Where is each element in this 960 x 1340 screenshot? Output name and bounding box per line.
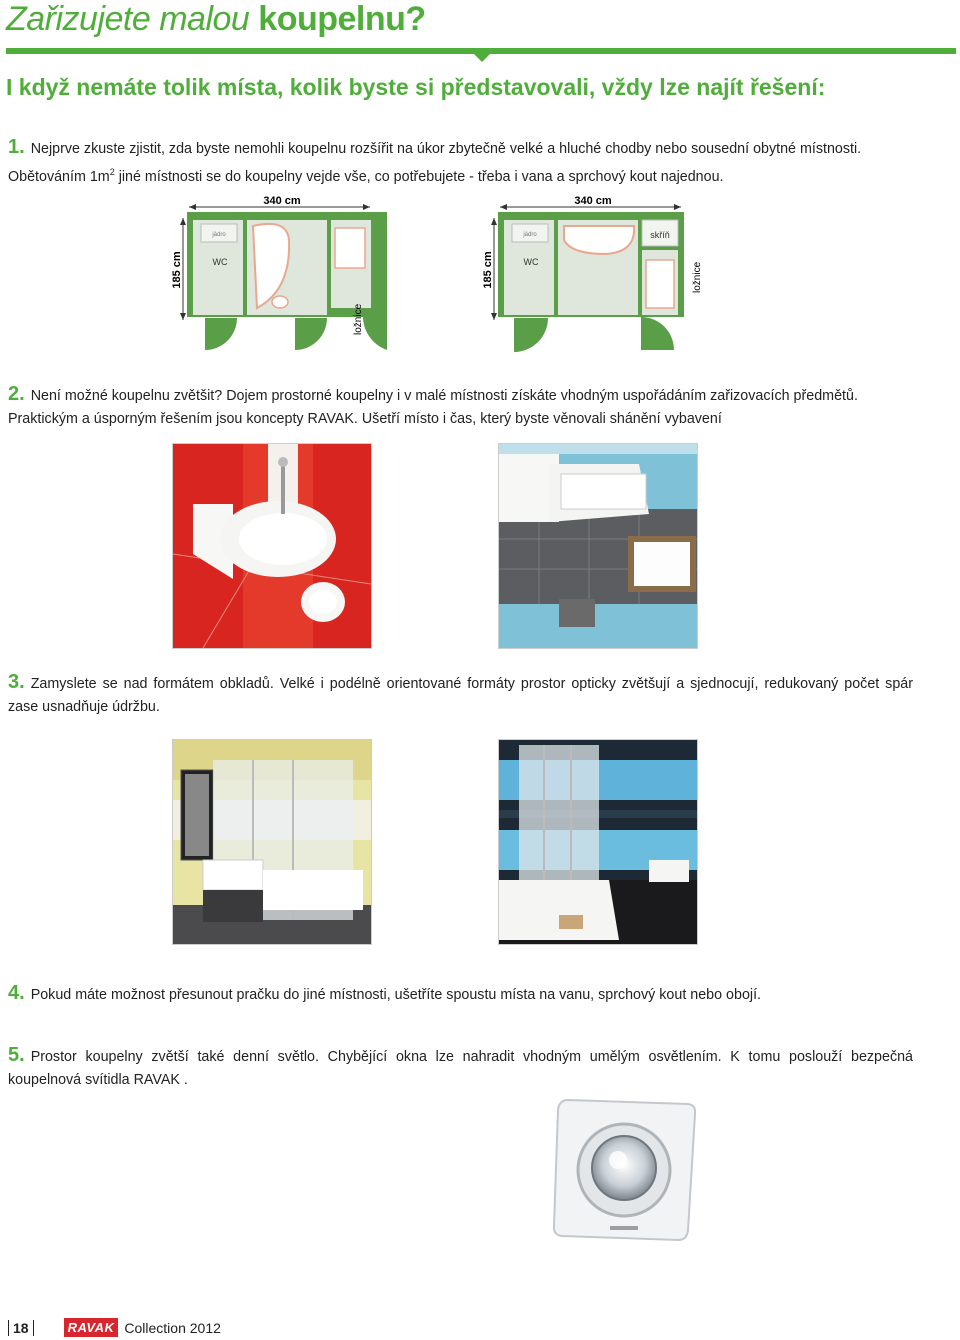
plan-width-label: 340 cm	[263, 195, 301, 207]
plan-height-label: 185 cm	[482, 251, 494, 289]
door-right	[641, 317, 674, 350]
plan-height-label: 185 cm	[171, 251, 183, 289]
wc-label: WC	[523, 257, 539, 267]
plan-width-label: 340 cm	[574, 195, 612, 207]
item-number: 1.	[8, 136, 25, 158]
sink-label: jádro	[523, 232, 537, 238]
item-3	[8, 671, 913, 719]
item-number: 2.	[8, 383, 25, 405]
dim-arrow-bottom	[491, 313, 497, 320]
page-title	[6, 0, 426, 39]
item-text: Nejprve zkuste zjistit, zda byste nemohli koupelnu rozšířit na úkor zbytečně velké a hluché chodby nebo sousední obytné místnosti. Obětováním 1m	[8, 141, 862, 185]
item-number: 5.	[8, 1044, 25, 1066]
item-5	[8, 1044, 913, 1092]
item-text: Pokud máte možnost přesunout pračku do jiné místnosti, ušetříte spoustu místa na vanu, sprchový kout nebo obojí.	[30, 987, 762, 1003]
dim-arrow-left	[189, 204, 196, 210]
lamp-lens	[592, 1136, 656, 1200]
page-footer	[8, 1318, 221, 1337]
shower-tray	[646, 260, 674, 308]
item-number: 3.	[8, 671, 25, 693]
item-text: Velké i podélně orientované formáty prostor opticky zvětšují a sjednocují, redukovaný počet spár zase usnadňuje údržbu.	[8, 676, 913, 715]
photo-blue-bathroom	[498, 443, 698, 649]
wc-label: WC	[212, 257, 228, 267]
ravak-logo: RAVAK	[64, 1318, 119, 1337]
item-text: Prostor koupelny zvětší také denní světlo. Chybějící okna lze nahradit vhodným umělým osvětlením. K tomu poslouží bezpečná koupelnová svítidla RAVAK .	[8, 1049, 913, 1088]
subtitle: I když nemáte tolik místa, kolik byste si představovali, vždy lze najít řešení:	[6, 74, 826, 100]
dim-arrow-left	[500, 204, 507, 210]
superscript: 2	[109, 167, 115, 177]
dim-arrow-bottom	[180, 313, 186, 320]
dim-arrow-right	[674, 204, 681, 210]
floor-plan-2	[476, 190, 706, 370]
title-part1: Zařizujete malou	[6, 0, 259, 38]
photo-striped-bathroom	[498, 739, 698, 945]
floor-plan-1	[165, 190, 395, 370]
side-room-label: ložnice	[692, 261, 703, 293]
item-text-cont: jiné místnosti se do koupelny vejde vše, co potřebujete - třeba i vana a sprchový kout najednou.	[114, 168, 724, 185]
item-lead: Není možné koupelnu zvětšit?	[30, 388, 223, 404]
dim-arrow-top	[491, 218, 497, 225]
side-room-label: ložnice	[353, 303, 364, 335]
rule-notch	[474, 54, 490, 62]
cabinet-label: skříň	[650, 230, 670, 240]
door-right	[363, 314, 387, 350]
shower-tray	[335, 228, 365, 268]
dim-arrow-right	[363, 204, 370, 210]
collection-label: Collection 2012	[124, 1319, 221, 1336]
door-left	[514, 318, 548, 352]
photo-red-bathroom	[172, 443, 372, 649]
door-mid	[295, 318, 327, 350]
photo-yellow-bathroom	[172, 739, 372, 945]
item-number: 4.	[8, 982, 25, 1004]
item-lead: Zamyslete se nad formátem obkladů.	[30, 676, 274, 692]
item-text: Dojem prostorné koupelny i v malé místnosti získáte vhodným uspořádáním zařizovacích předmětů. Praktickým a úsporným řešením jsou koncepty RAVAK. Ušetří místo i čas, který byste věnovali shánění vybavení	[8, 388, 858, 427]
photo-lamp	[548, 1090, 698, 1250]
item-2	[8, 383, 913, 431]
item-1	[8, 136, 913, 189]
item-4	[8, 982, 913, 1007]
bathtub-shape	[564, 226, 634, 254]
door-left	[205, 318, 237, 350]
dim-arrow-top	[180, 218, 186, 225]
toilet-shape	[272, 296, 288, 308]
page-number: 18	[8, 1320, 34, 1336]
title-part2: koupelnu?	[258, 0, 426, 38]
sink-label: jádro	[212, 232, 226, 238]
